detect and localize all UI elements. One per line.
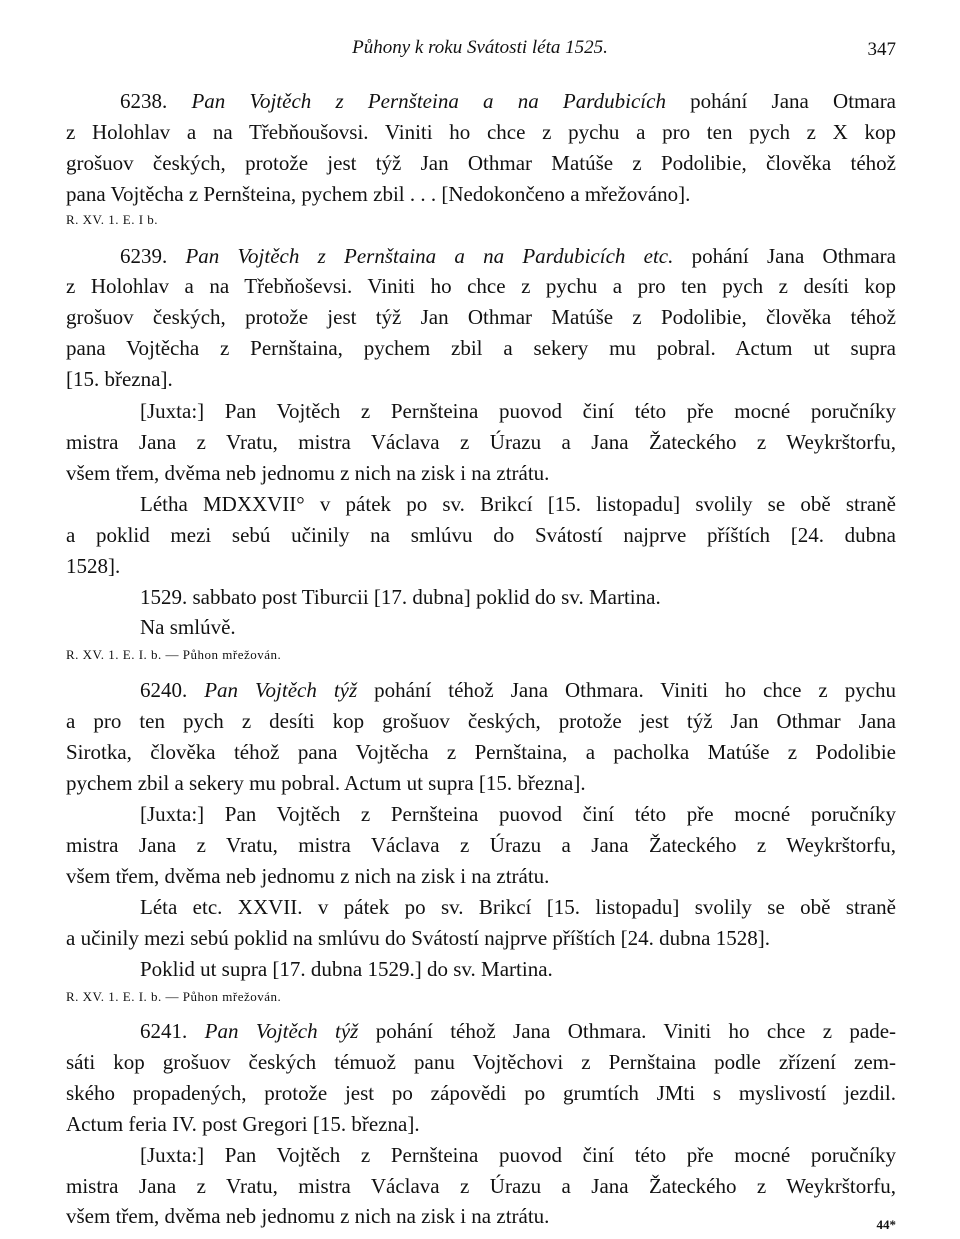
entry-parties: Pan Vojtěch z Pernštaina a na Pardubicích etc. <box>185 244 674 268</box>
entry-6239-line-1 <box>120 246 896 267</box>
entry-text: pohání Jana Othmara <box>691 244 896 268</box>
entry-6239-line-5: [15. března]. <box>66 367 173 391</box>
entry-6240-juxta-3: všem třem, dvěma neb jednomu z nich na zisk i na ztrátu. <box>66 864 550 888</box>
entry-6239-note-1: Létha MDXXVII° v pátek po sv. Brikcí [15. listopadu] svolily se obě straně <box>140 492 896 516</box>
entry-6239-note-4: 1529. sabbato post Tiburcii [17. dubna] poklid do sv. Martina. <box>140 585 661 609</box>
entry-parties: Pan Vojtěch týž <box>204 1019 359 1043</box>
entry-6239-line-2: z Holohlav a na Třebňoševsi. Viniti ho chce z pychu a pro ten pych z desíti kop <box>66 274 896 298</box>
entry-6239-juxta-2: mistra Jana z Vratu, mistra Václava z Úrazu a Jana Žateckého z Weykrštorfu, <box>66 430 896 454</box>
entry-6240-line-3: Sirotka, člověka téhož pana Vojtěcha z Pernštaina, a pacholka Matúše z Podolibie <box>66 740 896 764</box>
entry-6239-line-4: pana Vojtěcha z Pernštaina, pychem zbil a sekery mu pobral. Actum ut supra <box>66 336 896 360</box>
entry-text: pohání téhož Jana Othmara. Viniti ho chce z pade- <box>375 1019 897 1043</box>
entry-6239-juxta-3: všem třem, dvěma neb jednomu z nich na zisk i na ztrátu. <box>66 461 550 485</box>
entry-6238-line-3: grošuov českých, protože jest týž Jan Othmar Matúše z Podolibie, člověka téhož <box>66 151 896 175</box>
page-number: 347 <box>867 39 896 60</box>
entry-6240-juxta-1: [Juxta:] Pan Vojtěch z Pernšteina puovod činí této pře mocné poručníky <box>140 802 896 826</box>
entry-6239-source: R. XV. 1. E. I. b. — Půhon mřežován. <box>66 647 282 662</box>
entry-6239-line-3: grošuov českých, protože jest týž Jan Othmar Matúše z Podolibie, člověka téhož <box>66 305 896 329</box>
entry-number: 6238. <box>120 89 168 113</box>
entry-6239-note-3: 1528]. <box>66 554 121 578</box>
entry-6241-line-4: Actum feria IV. post Gregori [15. března]. <box>66 1112 420 1136</box>
entry-text: pohání Jana Otmara <box>690 89 897 113</box>
entry-number: 6239. <box>120 244 168 268</box>
entry-6241-juxta-2: mistra Jana z Vratu, mistra Václava z Úrazu a Jana Žateckého z Weykrštorfu, <box>66 1174 896 1198</box>
entry-6239-note-2: a poklid mezi sebú učinily na smlúvu do Svátostí najprve příštích [24. dubna <box>66 523 896 547</box>
entry-text: pohání téhož Jana Othmara. Viniti ho chce z pychu <box>374 678 897 702</box>
entry-6241-juxta-3: všem třem, dvěma neb jednomu z nich na zisk i na ztrátu. <box>66 1204 550 1228</box>
entry-6240-line-1 <box>140 680 896 701</box>
entry-6240-note-2: a učinily mezi sebú poklid na smlúvu do Svátostí najprve příštích [24. dubna 1528]. <box>66 926 770 950</box>
entry-6241-line-1 <box>140 1021 896 1042</box>
entry-6240-note-3: Poklid ut supra [17. dubna 1529.] do sv. Martina. <box>140 957 553 981</box>
entry-6238-source: R. XV. 1. E. I b. <box>66 212 159 227</box>
entry-6240-note-1: Léta etc. XXVII. v pátek po sv. Brikcí [15. listopadu] svolily se obě straně <box>140 895 896 919</box>
entry-6240-line-2: a pro ten pych z desíti kop grošuov českých, protože jest týž Jan Othmar Jana <box>66 709 896 733</box>
entry-6238-line-2: z Holohlav a na Třebňoušovsi. Viniti ho chce z pychu a pro ten pych z X kop <box>66 120 896 144</box>
entry-6238-line-4: pana Vojtěcha z Pernšteina, pychem zbil . . . [Nedokončeno a mřežováno]. <box>66 182 691 206</box>
entry-number: 6240. <box>140 678 188 702</box>
entry-parties: Pan Vojtěch z Pernšteina a na Pardubicích <box>191 89 666 113</box>
entry-number: 6241. <box>140 1019 188 1043</box>
entry-6241-line-3: ského propadených, protože jest po zápovědi po grumtích JMti s myslivostí jezdil. <box>66 1081 896 1105</box>
entry-6240-source: R. XV. 1. E. I. b. — Půhon mřežován. <box>66 989 282 1004</box>
entry-6239-juxta-1: [Juxta:] Pan Vojtěch z Pernšteina puovod činí této pře mocné poručníky <box>140 399 896 423</box>
running-header-title: Půhony k roku Svátosti léta 1525. <box>352 37 608 58</box>
entry-6241-line-2: sáti kop grošuov českých témuož panu Vojtěchovi z Pernštaina podle zřízení zem- <box>66 1050 896 1074</box>
entry-6241-juxta-1: [Juxta:] Pan Vojtěch z Pernšteina puovod činí této pře mocné poručníky <box>140 1143 896 1167</box>
entry-parties: Pan Vojtěch týž <box>204 678 358 702</box>
signature-mark: 44* <box>876 1217 896 1232</box>
entry-6240-line-4: pychem zbil a sekery mu pobral. Actum ut supra [15. března]. <box>66 771 586 795</box>
entry-6239-note-5: Na smlúvě. <box>140 615 236 639</box>
entry-6238-line-1 <box>120 91 896 112</box>
entry-6240-juxta-2: mistra Jana z Vratu, mistra Václava z Úrazu a Jana Žateckého z Weykrštorfu, <box>66 833 896 857</box>
